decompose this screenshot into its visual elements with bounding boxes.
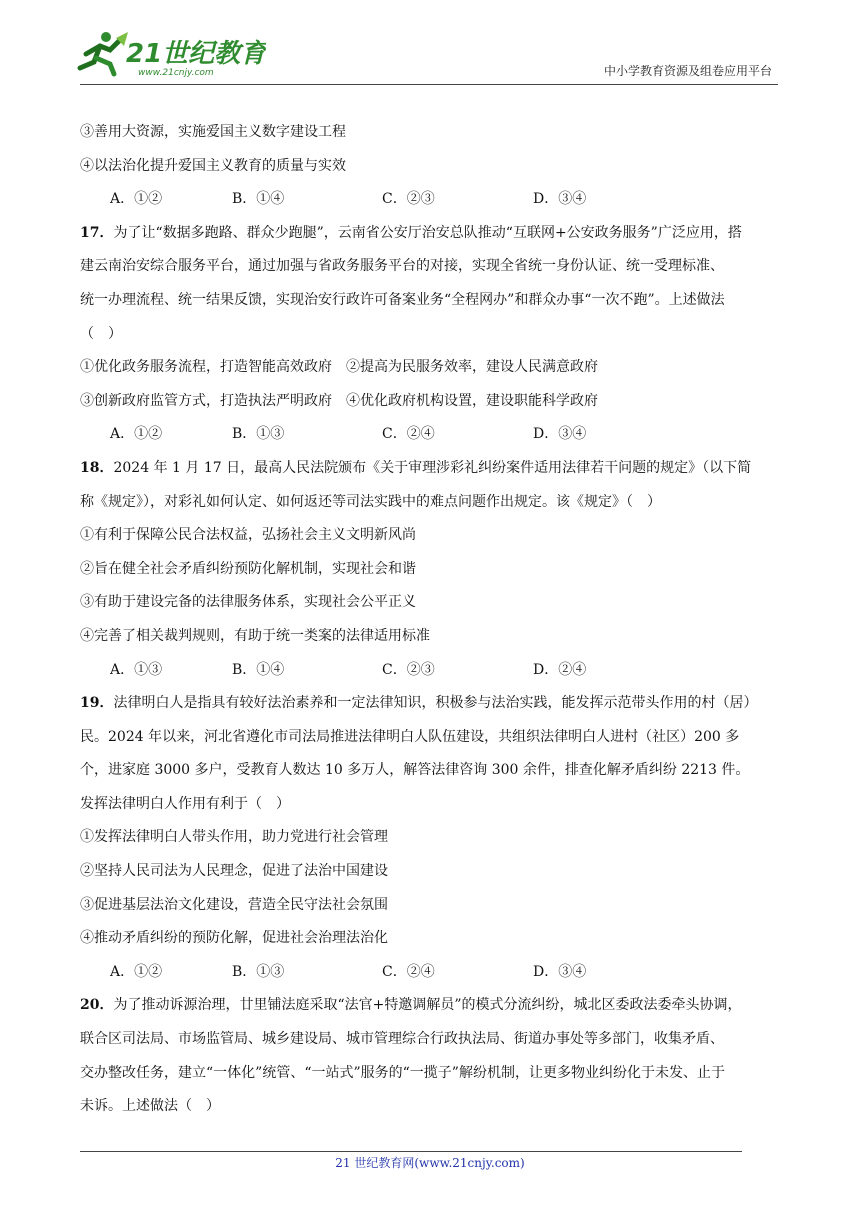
q20-text: 为了推动诉源治理，廿里铺法庭采取“法官+特邀调解员”的模式分流纠纷，城北区委政法委牵头协调， [113,997,742,1014]
q17-options [80,418,776,452]
option-d[interactable]: D．③④ [533,963,587,980]
exam-content [80,116,776,1124]
q18-options [80,654,776,688]
q19-item-2: ②坚持人民司法为人民理念，促进了法治中国建设 [80,863,388,880]
option-a[interactable]: A．①② [110,426,163,443]
q17-stem-line-2: 建云南治安综合服务平台，通过加强与省政务服务平台的对接，实现全省统一身份认证、统一受理标准、 [80,258,724,275]
q17-item-1: ①优化政务服务流程，打造智能高效政府 ②提高为民服务效率，建设人民满意政府 [80,359,598,376]
q19-stem-line-2: 民。2024 年以来，河北省遵化市司法局推进法律明白人队伍建设，共组织法律明白人进村（社区）200 多 [80,728,740,745]
q19-stem-line-4: 发挥法律明白人作用有利于（ ） [80,795,290,812]
header-divider [80,84,778,85]
logo-subtext: www.21cnjy.com [138,68,214,78]
option-b[interactable]: B．①④ [232,661,285,678]
option-b[interactable]: B．①③ [232,426,285,443]
q18-text: 2024 年 1 月 17 日，最高人民法院颁布《关于审理涉彩礼纠纷案件适用法律若干问题的规定》（以下简 [113,459,752,476]
q19-text: 法律明白人是指具有较好法治素养和一定法律知识，积极参与法治实践，能发挥示范带头作用的村（居） [113,695,758,712]
q17-text: 为了让“数据多跑路、群众少跑腿”，云南省公安厅治安总队推动“互联网+公安政务服务”广泛应用，搭 [113,224,742,241]
q19-item-1: ①发挥法律明白人带头作用，助力党进行社会管理 [80,829,388,846]
q20-stem-line-4: 未诉。上述做法（ ） [80,1098,220,1115]
q19-stem-line-3: 个，进家庭 3000 多户，受教育人数达 10 多万人，解答法律咨询 300 余件，排查化解矛盾纠纷 2213 件。 [80,762,750,779]
q18-item-2: ②旨在健全社会矛盾纠纷预防化解机制，实现社会和谐 [80,560,416,577]
q20-stem-line-1 [80,989,776,1023]
option-a[interactable]: A．①③ [110,661,163,678]
option-c[interactable]: C．②③ [382,191,435,208]
option-b[interactable]: B．①③ [232,963,285,980]
q17-item-2: ③创新政府监管方式，打造执法严明政府 ④优化政府机构设置，建设职能科学政府 [80,392,598,409]
q17-stem-line-3: 统一办理流程、统一结果反馈，实现治安行政许可备案业务“全程网办”和群众办事“一次不跑”。上述做法 [80,291,725,308]
q19-options [80,956,776,990]
option-b[interactable]: B．①④ [232,191,285,208]
header-platform-name: 中小学教育资源及组卷应用平台 [603,64,772,78]
question-number: 19． [80,695,114,712]
q20-stem-line-2: 联合区司法局、市场监管局、城乡建设局、城市管理综合行政执法局、街道办事处等多部门，收集矛盾、 [80,1031,724,1048]
footer-link[interactable]: 21 世纪教育网(www.21cnjy.com) [335,1156,525,1170]
q20-stem-line-3: 交办整改任务，建立“一体化”统管、“一站式”服务的“一揽子”解纷机制，让更多物业纠纷化于未发、止于 [80,1064,725,1081]
q19-stem-line-1 [80,687,776,721]
q18-stem-line-1 [80,452,776,486]
q19-item-4: ④推动矛盾纠纷的预防化解，促进社会治理法治化 [80,930,388,947]
option-d[interactable]: D．③④ [533,191,587,208]
q17-stem-line-4: （ ） [80,325,122,342]
q18-stem-line-2: 称《规定》），对彩礼如何认定、如何返还等司法实践中的难点问题作出规定。该《规定》（ ） [80,493,661,510]
option-a[interactable]: A．①② [110,191,163,208]
question-number: 18． [80,459,114,476]
footer-divider [80,1151,742,1152]
option-d[interactable]: D．③④ [533,426,587,443]
q19-item-3: ③促进基层法治文化建设，营造全民守法社会氛围 [80,896,388,913]
question-number: 20． [80,997,114,1014]
logo-runner-icon [76,28,266,80]
option-c[interactable]: C．②④ [382,426,435,443]
page-header [0,0,860,90]
question-number: 17． [80,224,114,241]
q18-item-1: ①有利于保障公民合法权益，弘扬社会主义文明新风尚 [80,527,416,544]
option-c[interactable]: C．②③ [382,661,435,678]
q16-item-3: ③善用大资源，实施爱国主义数字建设工程 [80,124,346,140]
q17-stem-line-1 [80,217,776,251]
option-d[interactable]: D．②④ [533,661,587,678]
q16-item-4: ④以法治化提升爱国主义教育的质量与实效 [80,157,346,174]
q18-item-3: ③有助于建设完备的法律服务体系，实现社会公平正义 [80,594,416,611]
logo-text: 21世纪教育 [126,39,266,69]
option-a[interactable]: A．①② [110,963,163,980]
q18-item-4: ④完善了相关裁判规则，有助于统一类案的法律适用标准 [80,627,430,644]
site-logo[interactable] [76,28,266,80]
q16-options [80,183,776,217]
option-c[interactable]: C．②④ [382,963,435,980]
